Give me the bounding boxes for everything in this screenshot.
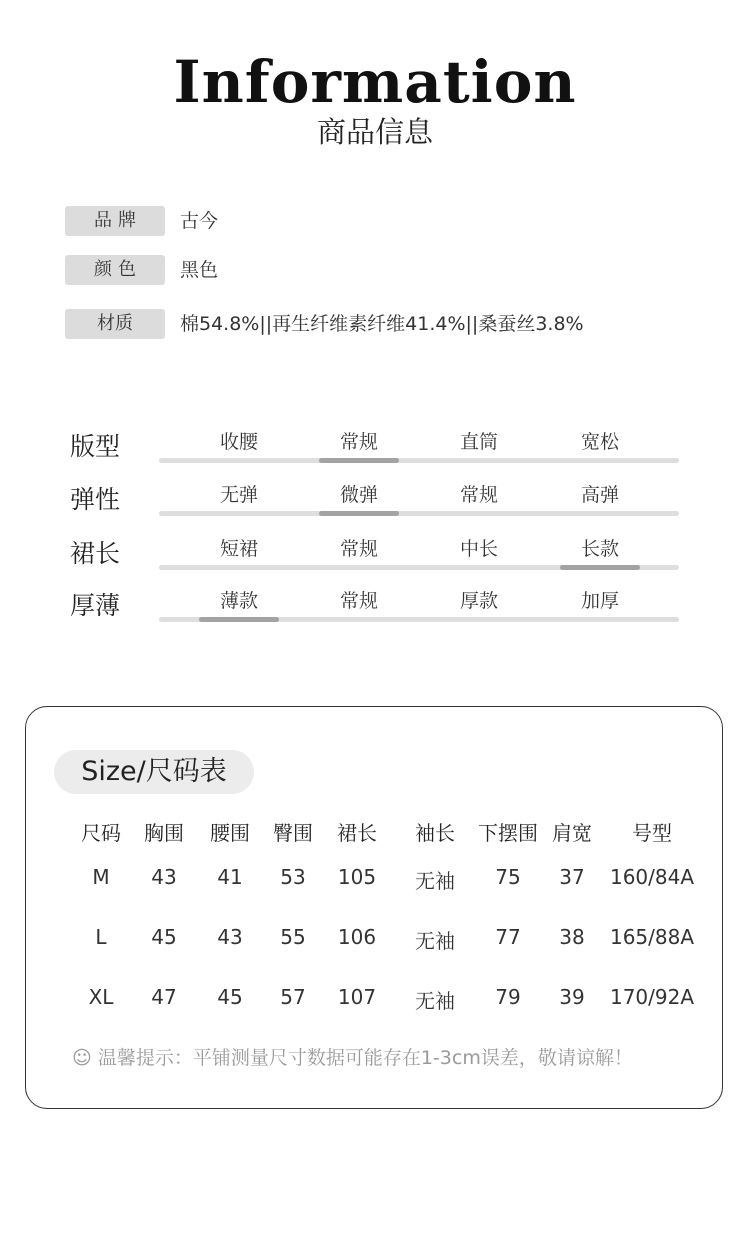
attr-option: 常规 — [339, 431, 378, 453]
size-data-cell: 39 — [559, 985, 585, 1009]
size-data-cell: 105 — [337, 865, 377, 889]
info-value-material: 棉54.8%||再生纤维素纤维41.4%||桑蚕丝3.8% — [180, 313, 584, 335]
attr-option: 无弹 — [219, 484, 258, 506]
attr-option: 长款 — [580, 538, 619, 560]
size-data-cell: 41 — [217, 865, 243, 889]
size-data-cell: 107 — [337, 985, 377, 1009]
attr-row-fit — [70, 428, 690, 478]
size-data-cell: 无袖 — [415, 929, 455, 953]
attr-selected-marker — [560, 565, 640, 570]
size-note: ☺ 温馨提示：平铺测量尺寸数据可能存在1-3cm误差，敬请谅解！ — [72, 1047, 633, 1069]
size-data-cell: L — [95, 925, 107, 949]
size-data-cell: M — [92, 865, 110, 889]
size-header-cell: 下摆围 — [478, 821, 538, 845]
size-data-cell: 75 — [495, 865, 521, 889]
page-title-en: Information — [173, 48, 577, 116]
size-data-cell: 37 — [559, 865, 585, 889]
attr-label-length: 裙长 — [70, 539, 121, 568]
attr-selected-marker — [319, 458, 399, 463]
attr-option: 高弹 — [580, 484, 619, 506]
attr-row-thickness — [70, 587, 690, 637]
attr-label-thickness: 厚薄 — [70, 591, 121, 620]
attr-option: 常规 — [339, 590, 378, 612]
attr-option: 常规 — [459, 484, 498, 506]
size-header-cell: 肩宽 — [552, 821, 592, 845]
size-table-title: Size/尺码表 — [54, 750, 254, 794]
size-data-cell: 45 — [217, 985, 243, 1009]
attr-option: 直筒 — [459, 431, 498, 453]
size-data-cell: 160/84A — [609, 865, 695, 889]
size-data-cell: 79 — [495, 985, 521, 1009]
size-header-cell: 袖长 — [415, 821, 455, 845]
attr-option: 常规 — [339, 538, 378, 560]
attr-label-elasticity: 弹性 — [70, 485, 121, 514]
info-value-brand: 古今 — [180, 210, 219, 232]
page-title-cn: 商品信息 — [316, 115, 433, 149]
size-data-cell: 45 — [151, 925, 177, 949]
size-header-cell: 尺码 — [81, 821, 121, 845]
size-data-cell: 47 — [151, 985, 177, 1009]
info-label-color: 颜色 — [65, 255, 165, 285]
attr-track-fit — [159, 431, 679, 463]
attr-option: 厚款 — [459, 590, 498, 612]
size-data-cell: 53 — [280, 865, 306, 889]
size-data-cell: 77 — [495, 925, 521, 949]
size-data-cell: 43 — [151, 865, 177, 889]
size-data-cell: 38 — [559, 925, 585, 949]
size-header-cell: 裙长 — [337, 821, 377, 845]
attr-option: 加厚 — [580, 590, 619, 612]
attr-track-thickness — [159, 590, 679, 622]
attr-option: 薄款 — [219, 590, 258, 612]
size-data-cell: 170/92A — [609, 985, 695, 1009]
info-label-material: 材质 — [65, 309, 165, 339]
size-header-cell: 臀围 — [273, 821, 313, 845]
size-table-card — [25, 706, 723, 1109]
size-header-cell: 号型 — [632, 821, 672, 845]
attr-selected-marker — [199, 617, 279, 622]
attr-row-length — [70, 535, 690, 585]
attr-row-elasticity — [70, 481, 690, 531]
attr-option: 宽松 — [580, 431, 619, 453]
size-data-cell: 无袖 — [415, 869, 455, 893]
size-header-cell: 腰围 — [210, 821, 250, 845]
attr-option: 短裙 — [219, 538, 258, 560]
size-data-cell: XL — [88, 985, 114, 1009]
attr-track-elasticity — [159, 484, 679, 516]
size-data-cell: 106 — [337, 925, 377, 949]
attr-label-fit: 版型 — [70, 432, 121, 461]
info-label-brand: 品牌 — [65, 206, 165, 236]
attr-track-length — [159, 538, 679, 570]
attr-option: 收腰 — [219, 431, 258, 453]
size-data-cell: 57 — [280, 985, 306, 1009]
size-data-cell: 165/88A — [609, 925, 695, 949]
attr-option: 中长 — [459, 538, 498, 560]
attr-option: 微弹 — [339, 484, 378, 506]
size-header-cell: 胸围 — [144, 821, 184, 845]
attr-selected-marker — [319, 511, 399, 516]
size-data-cell: 43 — [217, 925, 243, 949]
size-data-cell: 无袖 — [415, 989, 455, 1013]
info-value-color: 黑色 — [180, 259, 219, 281]
size-data-cell: 55 — [280, 925, 306, 949]
